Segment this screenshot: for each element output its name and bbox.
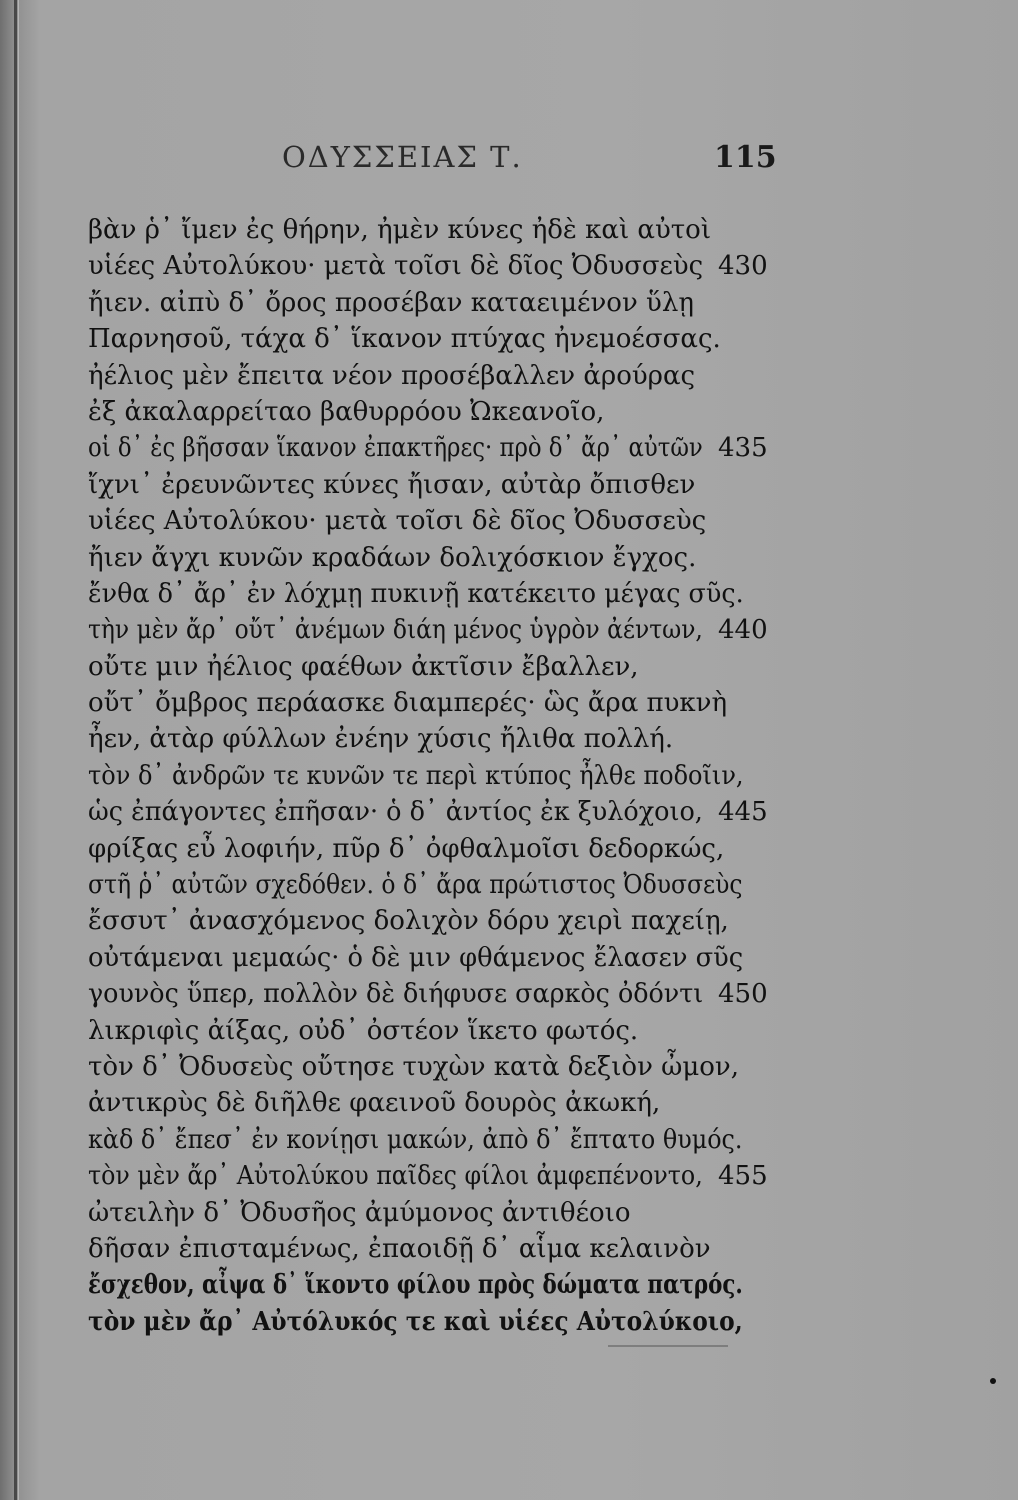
- verse-text: ἠέλιος μὲν ἔπειτα νέον προσέβαλλεν ἀρούρας: [88, 360, 696, 391]
- verse-text: κὰδ δ᾽ ἔπεσ᾽ ἐν κονίῃσι μακών, ἀπὸ δ᾽ ἔπτατο θυμός.: [88, 1124, 743, 1155]
- verse-text: ἤιεν. αἰπὺ δ᾽ ὄρος προσέβαν καταειμένον ὕλῃ: [88, 287, 694, 318]
- verse-text: ἔνθα δ᾽ ἄρ᾽ ἐν λόχμῃ πυκινῇ κατέκειτο μέγας σῦς.: [88, 578, 744, 609]
- verse-line: [88, 1013, 778, 1049]
- verse-text: ὠτειλὴν δ᾽ Ὀδυσῆος ἀμύμονος ἀντιθέοιο: [88, 1197, 631, 1228]
- verse-text: στῆ ῥ᾽ αὐτῶν σχεδόθεν. ὁ δ᾽ ἄρα πρώτιστος Ὀδυσσεὺς: [88, 870, 743, 901]
- verse-line: [88, 903, 778, 939]
- verse-text: τὸν μὲν ἄρ᾽ Αὐτόλυκός τε καὶ υἱέες Αὐτολύκοιο,: [88, 1306, 743, 1337]
- verse-text: βὰν ῥ᾽ ἴμεν ἐς θήρην, ἠμὲν κύνες ἠδὲ καὶ αὐτοὶ: [88, 215, 712, 245]
- verse-line: [88, 248, 778, 284]
- verse-line: [88, 612, 778, 648]
- verse-line: [88, 758, 778, 794]
- verse-text: ἔσχεθον, αἶψα δ᾽ ἵκοντο φίλου πρὸς δώματα πατρός.: [88, 1270, 743, 1301]
- verse-text: ἴχνι᾽ ἐρευνῶντες κύνες ἤισαν, αὐτὰρ ὄπισθεν: [88, 469, 696, 500]
- verse-text: Παρνησοῦ, τάχα δ᾽ ἵκανον πτύχας ἠνεμοέσσας.: [88, 324, 721, 355]
- page-spine-shadow: [14, 0, 17, 1500]
- verse-line: [88, 685, 778, 721]
- verse-line: [88, 1158, 778, 1194]
- verse-text: τὸν δ᾽ Ὀδυσεὺς οὔτησε τυχὼν κατὰ δεξιὸν ὦμον,: [88, 1051, 739, 1082]
- verse-text-block: [88, 212, 778, 1340]
- line-number: 445: [718, 797, 768, 828]
- verse-text: ἤιεν ἄγχι κυνῶν κραδάων δολιχόσκιον ἔγχος.: [88, 542, 697, 573]
- verse-line: [88, 576, 778, 612]
- verse-line: [88, 285, 778, 321]
- verse-text: οἱ δ᾽ ἐς βῆσσαν ἵκανον ἐπακτῆρες· πρὸ δ᾽ ἄρ᾽ αὐτῶν: [88, 433, 703, 464]
- page-number: 115: [714, 140, 777, 175]
- verse-text: φρίξας εὖ λοφιήν, πῦρ δ᾽ ὀφθαλμοῖσι δεδορκώς,: [88, 833, 725, 864]
- verse-line: [88, 540, 778, 576]
- verse-text: υἱέες Αὐτολύκου· μετὰ τοῖσι δὲ δῖος Ὀδυσσεὺς: [88, 251, 704, 282]
- line-number: 435: [718, 433, 768, 464]
- verse-line: [88, 976, 778, 1012]
- verse-line: [88, 430, 778, 466]
- running-title: ΟΔΥΣΣΕΙΑΣ Τ.: [282, 140, 523, 174]
- page-header: [0, 140, 1018, 190]
- line-number: 430: [718, 251, 768, 282]
- verse-text: ἐξ ἀκαλαρρείταο βαθυρρόου Ὠκεανοῖο,: [88, 396, 605, 427]
- verse-line: [88, 1231, 778, 1267]
- verse-line: [88, 831, 778, 867]
- verse-line: [88, 1085, 778, 1121]
- verse-line: [88, 721, 778, 757]
- verse-text: λικριφὶς ἀίξας, οὐδ᾽ ὀστέον ἵκετο φωτός.: [88, 1015, 639, 1046]
- verse-text: τὸν δ᾽ ἀνδρῶν τε κυνῶν τε περὶ κτύπος ἦλθε ποδοῖιν,: [88, 760, 744, 791]
- verse-line: [88, 1195, 778, 1231]
- verse-line: [88, 212, 778, 248]
- verse-line: [88, 1304, 778, 1340]
- verse-text: ἔσσυτ᾽ ἀνασχόμενος δολιχὸν δόρυ χειρὶ παχείῃ,: [88, 906, 729, 937]
- verse-line: [88, 503, 778, 539]
- verse-line: [88, 794, 778, 830]
- verse-line: [88, 358, 778, 394]
- verse-line: [88, 321, 778, 357]
- verse-text: τὴν μὲν ἄρ᾽ οὔτ᾽ ἀνέμων διάη μένος ὑγρὸν ἀέντων,: [88, 615, 703, 646]
- verse-line: [88, 649, 778, 685]
- verse-text: γουνὸς ὕπερ, πολλὸν δὲ διήφυσε σαρκὸς ὀδόντι: [88, 979, 704, 1010]
- verse-text: δῆσαν ἐπισταμένως, ἐπαοιδῇ δ᾽ αἷμα κελαινὸν: [88, 1233, 711, 1264]
- line-number: 455: [718, 1161, 768, 1192]
- line-number: 440: [718, 615, 768, 646]
- verse-text: υἱέες Αὐτολύκου· μετὰ τοῖσι δὲ δῖος Ὀδυσσεὺς: [88, 506, 707, 537]
- verse-text: οὐτάμεναι μεμαώς· ὁ δὲ μιν φθάμενος ἔλασεν σῦς: [88, 942, 744, 973]
- verse-line: [88, 467, 778, 503]
- verse-text: ἀντικρὺς δὲ διῆλθε φαεινοῦ δουρὸς ἀκωκή,: [88, 1088, 661, 1119]
- verse-line: [88, 394, 778, 430]
- ink-trail: [608, 1345, 728, 1347]
- line-number: 450: [718, 979, 768, 1010]
- verse-text: οὔτε μιν ἠέλιος φαέθων ἀκτῖσιν ἔβαλλεν,: [88, 651, 639, 682]
- verse-text: ὡς ἐπάγοντες ἐπῆσαν· ὁ δ᾽ ἀντίος ἐκ ξυλόχοιο,: [88, 797, 703, 828]
- verse-line: [88, 1122, 778, 1158]
- verse-line: [88, 940, 778, 976]
- verse-text: ἦεν, ἀτὰρ φύλλων ἐνέην χύσις ἤλιθα πολλή.: [88, 724, 674, 755]
- page-spine-highlight: [18, 0, 19, 1500]
- verse-line: [88, 867, 778, 903]
- verse-text: τὸν μὲν ἄρ᾽ Αὐτολύκου παῖδες φίλοι ἀμφεπένοντο,: [88, 1161, 703, 1192]
- ink-speck: [990, 1378, 996, 1384]
- verse-text: οὔτ᾽ ὄμβρος περάασκε διαμπερές· ὣς ἄρα πυκνὴ: [88, 688, 728, 719]
- verse-line: [88, 1267, 778, 1303]
- verse-line: [88, 1049, 778, 1085]
